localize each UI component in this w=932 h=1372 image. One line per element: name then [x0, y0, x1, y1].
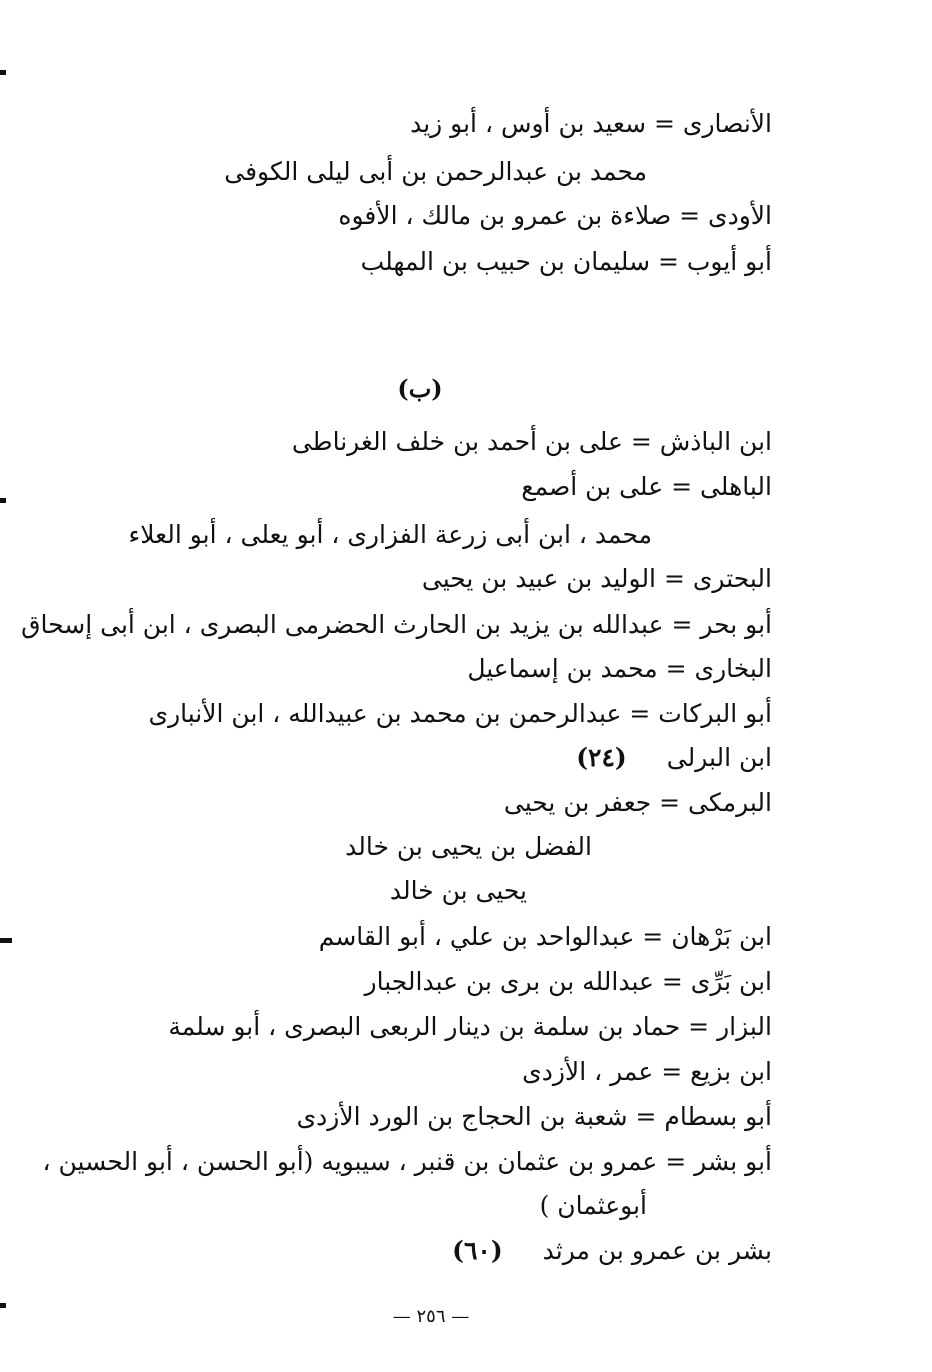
entry-count: (٦٠)	[452, 1236, 503, 1265]
entry-line: ابن بَرْهان = عبدالواحد بن علي ، أبو القاسم	[318, 922, 772, 951]
scan-mark	[0, 938, 12, 943]
entry-line: البرمكى = جعفر بن يحيى	[503, 788, 772, 817]
entry-text: بشر بن عمرو بن مرثد	[542, 1236, 772, 1265]
entry-text: ابن البرلى	[666, 743, 772, 772]
entry-line	[576, 741, 772, 775]
entry-line: أبو بشر = عمرو بن عثمان بن قنبر ، سيبويه (أبو الحسن ، أبو الحسين ،	[42, 1147, 772, 1176]
page-number: — ٢٥٦ —	[392, 1306, 470, 1327]
entry-line: ابن بَرِّى = عبدالله بن برى بن عبدالجبار	[364, 967, 772, 996]
entry-line: أبو أيوب = سليمان بن حبيب بن المهلب	[360, 247, 772, 276]
entry-line: الفضل بن يحيى بن خالد	[345, 832, 592, 861]
entry-line: محمد بن عبدالرحمن بن أبى ليلى الكوفى	[224, 157, 647, 186]
entry-line: الباهلى = على بن أصمع	[521, 472, 772, 501]
entry-line: الأنصارى = سعيد بن أوس ، أبو زيد	[410, 109, 772, 138]
entry-line: ابن بزيع = عمر ، الأزدى	[522, 1057, 772, 1086]
entry-line: يحيى بن خالد	[389, 876, 527, 905]
entry-count: (٢٤)	[576, 743, 627, 772]
entry-line	[452, 1234, 772, 1268]
scan-mark	[0, 1303, 6, 1308]
entry-line: الأودى = صلاءة بن عمرو بن مالك ، الأفوه	[338, 201, 772, 230]
entry-line: أبو بحر = عبدالله بن يزيد بن الحارث الحضرمى البصرى ، ابن أبى إسحاق	[21, 610, 772, 639]
entry-line: البخارى = محمد بن إسماعيل	[467, 654, 772, 683]
section-heading: (ب)	[397, 374, 443, 403]
entry-line: محمد ، ابن أبى زرعة الفزارى ، أبو يعلى ، أبو العلاء	[128, 520, 652, 549]
entry-line: البحترى = الوليد بن عبيد بن يحيى	[421, 564, 772, 593]
entry-line: ابن الباذش = على بن أحمد بن خلف الغرناطى	[291, 427, 772, 456]
entry-line: البزار = حماد بن سلمة بن دينار الربعى البصرى ، أبو سلمة	[168, 1012, 772, 1041]
scan-mark	[0, 70, 6, 75]
scan-mark	[0, 498, 6, 503]
entry-line: أبو بسطام = شعبة بن الحجاج بن الورد الأزدى	[296, 1102, 772, 1131]
entry-line: أبو البركات = عبدالرحمن بن محمد بن عبيدالله ، ابن الأنبارى	[148, 699, 772, 728]
entry-line: أبوعثمان )	[539, 1191, 647, 1220]
